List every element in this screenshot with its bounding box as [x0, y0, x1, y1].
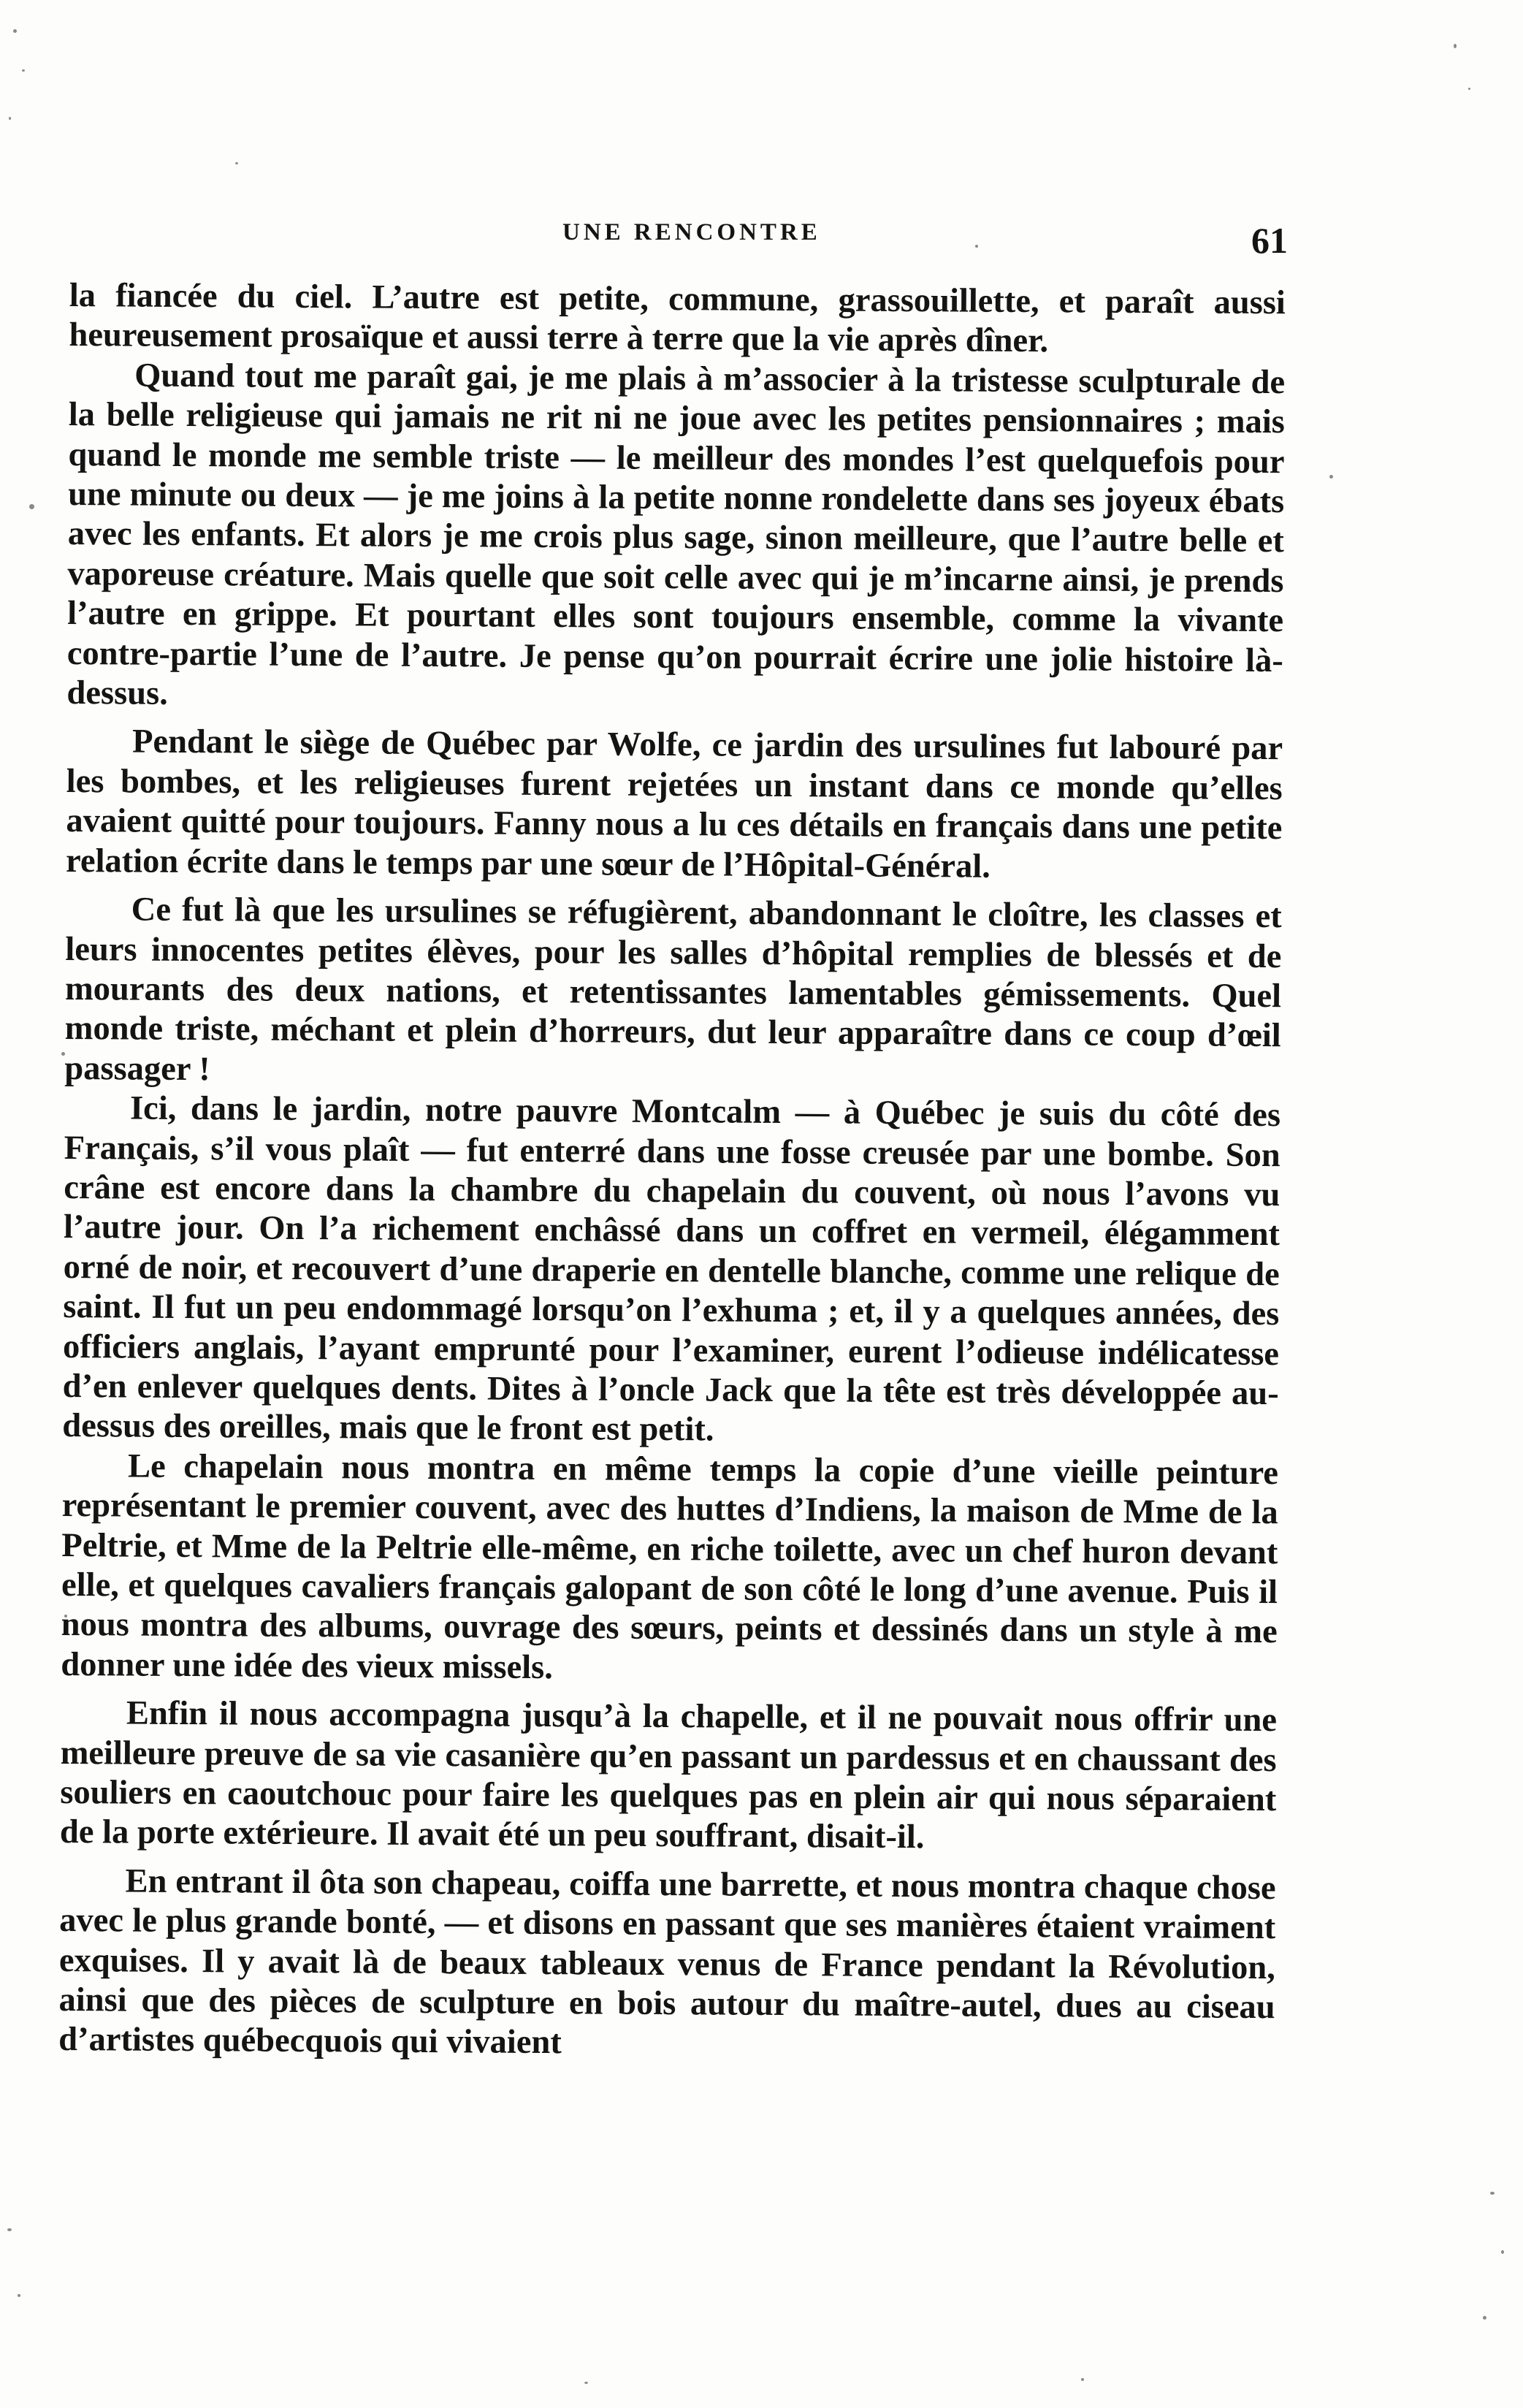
- page-header: [0, 219, 1523, 263]
- paragraph: Enfin il nous accompagna jusqu’à la chapelle, et il ne pouvait nous offrir une meilleure preuve de sa vie casanière qu’en passant un pardessus et en chaussant des souliers en caoutchouc pour faire les quelques pas en plein air qui nous séparaient de la porte extérieure. Il avait été un peu souffrant, disait-il.: [59, 1694, 1278, 1856]
- scan-speckle: [13, 29, 17, 33]
- scan-speckle: [1501, 2250, 1504, 2254]
- paragraph: En entrant il ôta son chapeau, coiffa une barrette, et nous montra chaque chose avec le plus grande bonté, — et disons en passant que ses manières étaient vraiment exquises. Il y avait là de beaux tableaux venus de France pendant la Révolution, ainsi que des pièces de sculpture en bois autour du maître-autel, dues au ciseau d’artistes québecquois qui vivaient: [58, 1862, 1276, 2062]
- scan-speckle: [22, 69, 25, 72]
- paragraph: Ce fut là que les ursulines se réfugièrent, abandonnant le cloître, les classes et leurs innocentes petites élèves, pour les salles d’hôpital remplies de blessés et de mourants des deux nations, et retentissantes lamentables gémissements. Quel monde triste, méchant et plein d’horreurs, dut leur apparaître dans ce coup d’œil passager !: [64, 891, 1282, 1088]
- scan-speckle: [1454, 44, 1457, 48]
- scan-speckle: [1490, 2192, 1495, 2195]
- scan-speckle: [18, 2294, 20, 2297]
- paragraph: Quand tout me paraît gai, je me plais à m’associer à la tristesse sculpturale de la belle religieuse qui jamais ne rit ni ne joue avec les petites pensionnaires ; mais quand le monde me semble triste — le meilleur des mondes l’est quelquefois pour une minute ou deux — je me joins à la petite nonne rondelette dans ses joyeux ébats avec les enfants. Et alors je me crois plus sage, sinon meilleure, que l’autre belle et vaporeuse créature. Mais quelle que soit celle avec qui je m’incarne ainsi, je prends l’autre en grippe. Et pourtant elles sont toujours ensemble, comme la vivante contre-partie l’une de l’autre. Je pense qu’on pourrait écrire une jolie histoire là-dessus.: [66, 357, 1286, 712]
- running-title: UNE RENCONTRE: [562, 219, 821, 245]
- page-number: 61: [1251, 220, 1288, 261]
- scan-speckle: [1483, 2316, 1486, 2320]
- scan-speckle: [7, 2228, 12, 2231]
- scan-speckle: [235, 162, 238, 164]
- scan-speckle: [1468, 88, 1470, 90]
- paragraph: la fiancée du ciel. L’autre est petite, commune, grassouillette, et paraît aussi heureusement prosaïque et aussi terre à terre que la vie après dîner.: [69, 276, 1286, 360]
- paragraph: Le chapelain nous montra en même temps la copie d’une vieille peinture représentant le premier couvent, avec des huttes d’Indiens, la maison de Mme de la Peltrie, et Mme de la Peltrie elle-même, en riche toilette, avec un chef huron devant elle, et quelques cavaliers français galopant de son côté le long d’une avenue. Puis il nous montra des albums, ouvrage des sœurs, peints et dessinés dans un style à me donner une idée des vieux missels.: [61, 1447, 1279, 1686]
- scan-speckle: [1081, 2378, 1084, 2381]
- paragraph: Ici, dans le jardin, notre pauvre Montcalm — à Québec je suis du côté des Français, s’il vous plaît — fut enterré dans une fosse creusée par une bombe. Son crâne est encore dans la chambre du chapelain du couvent, où nous l’avons vu l’autre jour. On l’a richement enchâssé dans un coffret en vermeil, élégamment orné de noir, et recouvert d’une draperie en dentelle blanche, comme une relique de saint. Il fut un peu endommagé lorsqu’on l’exhuma ; et, il y a quelques années, des officiers anglais, l’ayant emprunté pour l’examiner, eurent l’odieuse indélicatesse d’en enlever quelques dents. Dites à l’oncle Jack que la tête est très développée au-dessus des oreilles, mais que le front est petit.: [62, 1089, 1281, 1449]
- scan-speckle: [9, 117, 11, 120]
- paragraph: Pendant le siège de Québec par Wolfe, ce jardin des ursulines fut labouré par les bombes, et les religieuses furent rejetées un instant dans ce monde qu’elles avaient quitté pour toujours. Fanny nous a lu ces détails en français dans une petite relation écrite dans le temps par une sœur de l’Hôpital-Général.: [65, 723, 1283, 885]
- scan-speckle: [29, 504, 34, 509]
- scan-speckle: [584, 2382, 588, 2384]
- body-text: [57, 276, 1286, 2329]
- scan-speckle: [1329, 475, 1333, 479]
